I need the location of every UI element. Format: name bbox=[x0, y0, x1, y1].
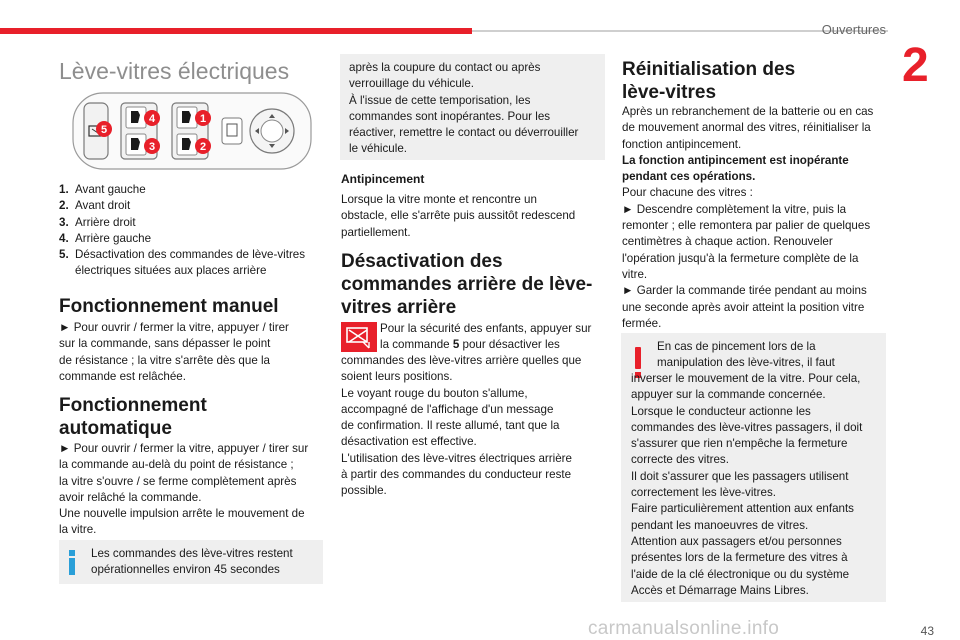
header-accent-bar bbox=[0, 28, 472, 34]
deactivation-text: commandes des lève-vitres arrière quelles que soient leurs positions. Le voyant rouge du bouton s'allume, accompagné de l'affichage d'un message de confirmation. Il reste allumé, tant que la désactivation est effective. L'utilisation des lève-vitres électriques arrière à partir des commandes du conducteur reste possible. bbox=[341, 354, 582, 498]
warning-box bbox=[621, 333, 886, 602]
watermark: carmanualsonline.info bbox=[588, 618, 780, 639]
chapter-number: 2 bbox=[902, 39, 929, 92]
deactivation-intro: Pour la sécurité des enfants, appuyer sur la commande 5 pour désactiver les bbox=[380, 322, 592, 352]
manual-text: ► Pour ouvrir / fermer la vitre, appuyer / tirer sur la commande, sans dépasser le point de résistance ; la vitre s'arrête dès que la commande est relâchée. bbox=[59, 321, 289, 383]
callout-5: 5 bbox=[100, 124, 108, 136]
list-item: 5. Désactivation des commandes de lève-vitres électriques situées aux places arrière bbox=[59, 248, 306, 278]
heading-auto: Fonctionnement automatique bbox=[59, 395, 207, 439]
controls-legend bbox=[59, 182, 323, 280]
child-lock-icon bbox=[341, 322, 377, 352]
info-box-continued bbox=[340, 54, 605, 160]
list-item: 4. Arrière gauche bbox=[59, 231, 152, 245]
callout-2: 2 bbox=[199, 141, 207, 153]
reinit-text: Après un rebranchement de la batterie ou en cas de mouvement anormal des vitres, réinitialiser la fonction antipincement. La fonction antipincement est inopérante pendant ces opérations. Pour chacune des vitres : ► Descendre complètement la vitre, puis la remonter ; elle remontera par palier de quelques centimètres à chaque action. Renouveler l'opération jusqu'à la fermeture complète de la vitre. ► Garder la commande tirée pendant au moins une seconde après avoir atteint la position vitre fermée. bbox=[622, 105, 874, 330]
callout-1: 1 bbox=[199, 113, 207, 125]
heading-deactivation: Désactivation des commandes arrière de lève- vitres arrière bbox=[341, 251, 593, 318]
list-item: 1. Avant gauche bbox=[59, 183, 146, 196]
section-name: Ouvertures bbox=[821, 22, 886, 37]
info-icon bbox=[68, 550, 76, 574]
info-box bbox=[59, 540, 323, 584]
heading-antipinch: Antipincement bbox=[341, 172, 425, 186]
page-number: 43 bbox=[920, 624, 934, 638]
warning-intro: En cas de pincement lors de la manipulation des lève-vitres, il faut bbox=[657, 340, 835, 370]
heading-reinit: Réinitialisation des lève-vitres bbox=[622, 59, 796, 103]
auto-text: ► Pour ouvrir / fermer la vitre, appuyer / tirer sur la commande au-delà du point de résistance ; la vitre s'ouvre / se ferme complètement après avoir relâché la commande. Une nouvelle impulsion arrête le mouvement de la vitre. bbox=[59, 442, 309, 537]
warning-text: inverser le mouvement de la vitre. Pour cela, appuyer sur la commande concernée. Lorsque le conducteur actionne les commandes des lève-vitres passagers, il doit s'assurer que rien n'empêche la fermeture correcte des vitres. Il doit s'assurer que les passagers utilisent correctement les lève-vitres. Faire particulièrement attention aux enfants pendant les manoeuvres de vitres. Attention aux passagers et/ou personnes présentes lors de la fermeture des vitres à l'aide de la clé électronique ou du système Accès et Démarrage Mains Libres. bbox=[631, 372, 863, 597]
info-text-continued: après la coupure du contact ou après verrouillage du véhicule. À l'issue de cette temporisation, les commandes sont inopérantes. Pour les réactiver, remettre le contact ou déverrouiller le véhicule. bbox=[349, 61, 579, 156]
callout-3: 3 bbox=[148, 141, 156, 153]
callout-4: 4 bbox=[148, 113, 156, 125]
info-text: Les commandes des lève-vitres restent opérationnelles environ 45 secondes bbox=[91, 547, 293, 577]
list-item: 3. Arrière droit bbox=[59, 215, 136, 229]
list-item: 2. Avant droit bbox=[59, 199, 131, 213]
page-title: Lève-vitres électriques bbox=[59, 58, 290, 84]
window-controls-diagram bbox=[72, 92, 312, 170]
antipinch-text: Lorsque la vitre monte et rencontre un obstacle, elle s'arrête puis aussitôt redescend partiellement. bbox=[341, 193, 576, 239]
heading-manual: Fonctionnement manuel bbox=[59, 296, 279, 317]
